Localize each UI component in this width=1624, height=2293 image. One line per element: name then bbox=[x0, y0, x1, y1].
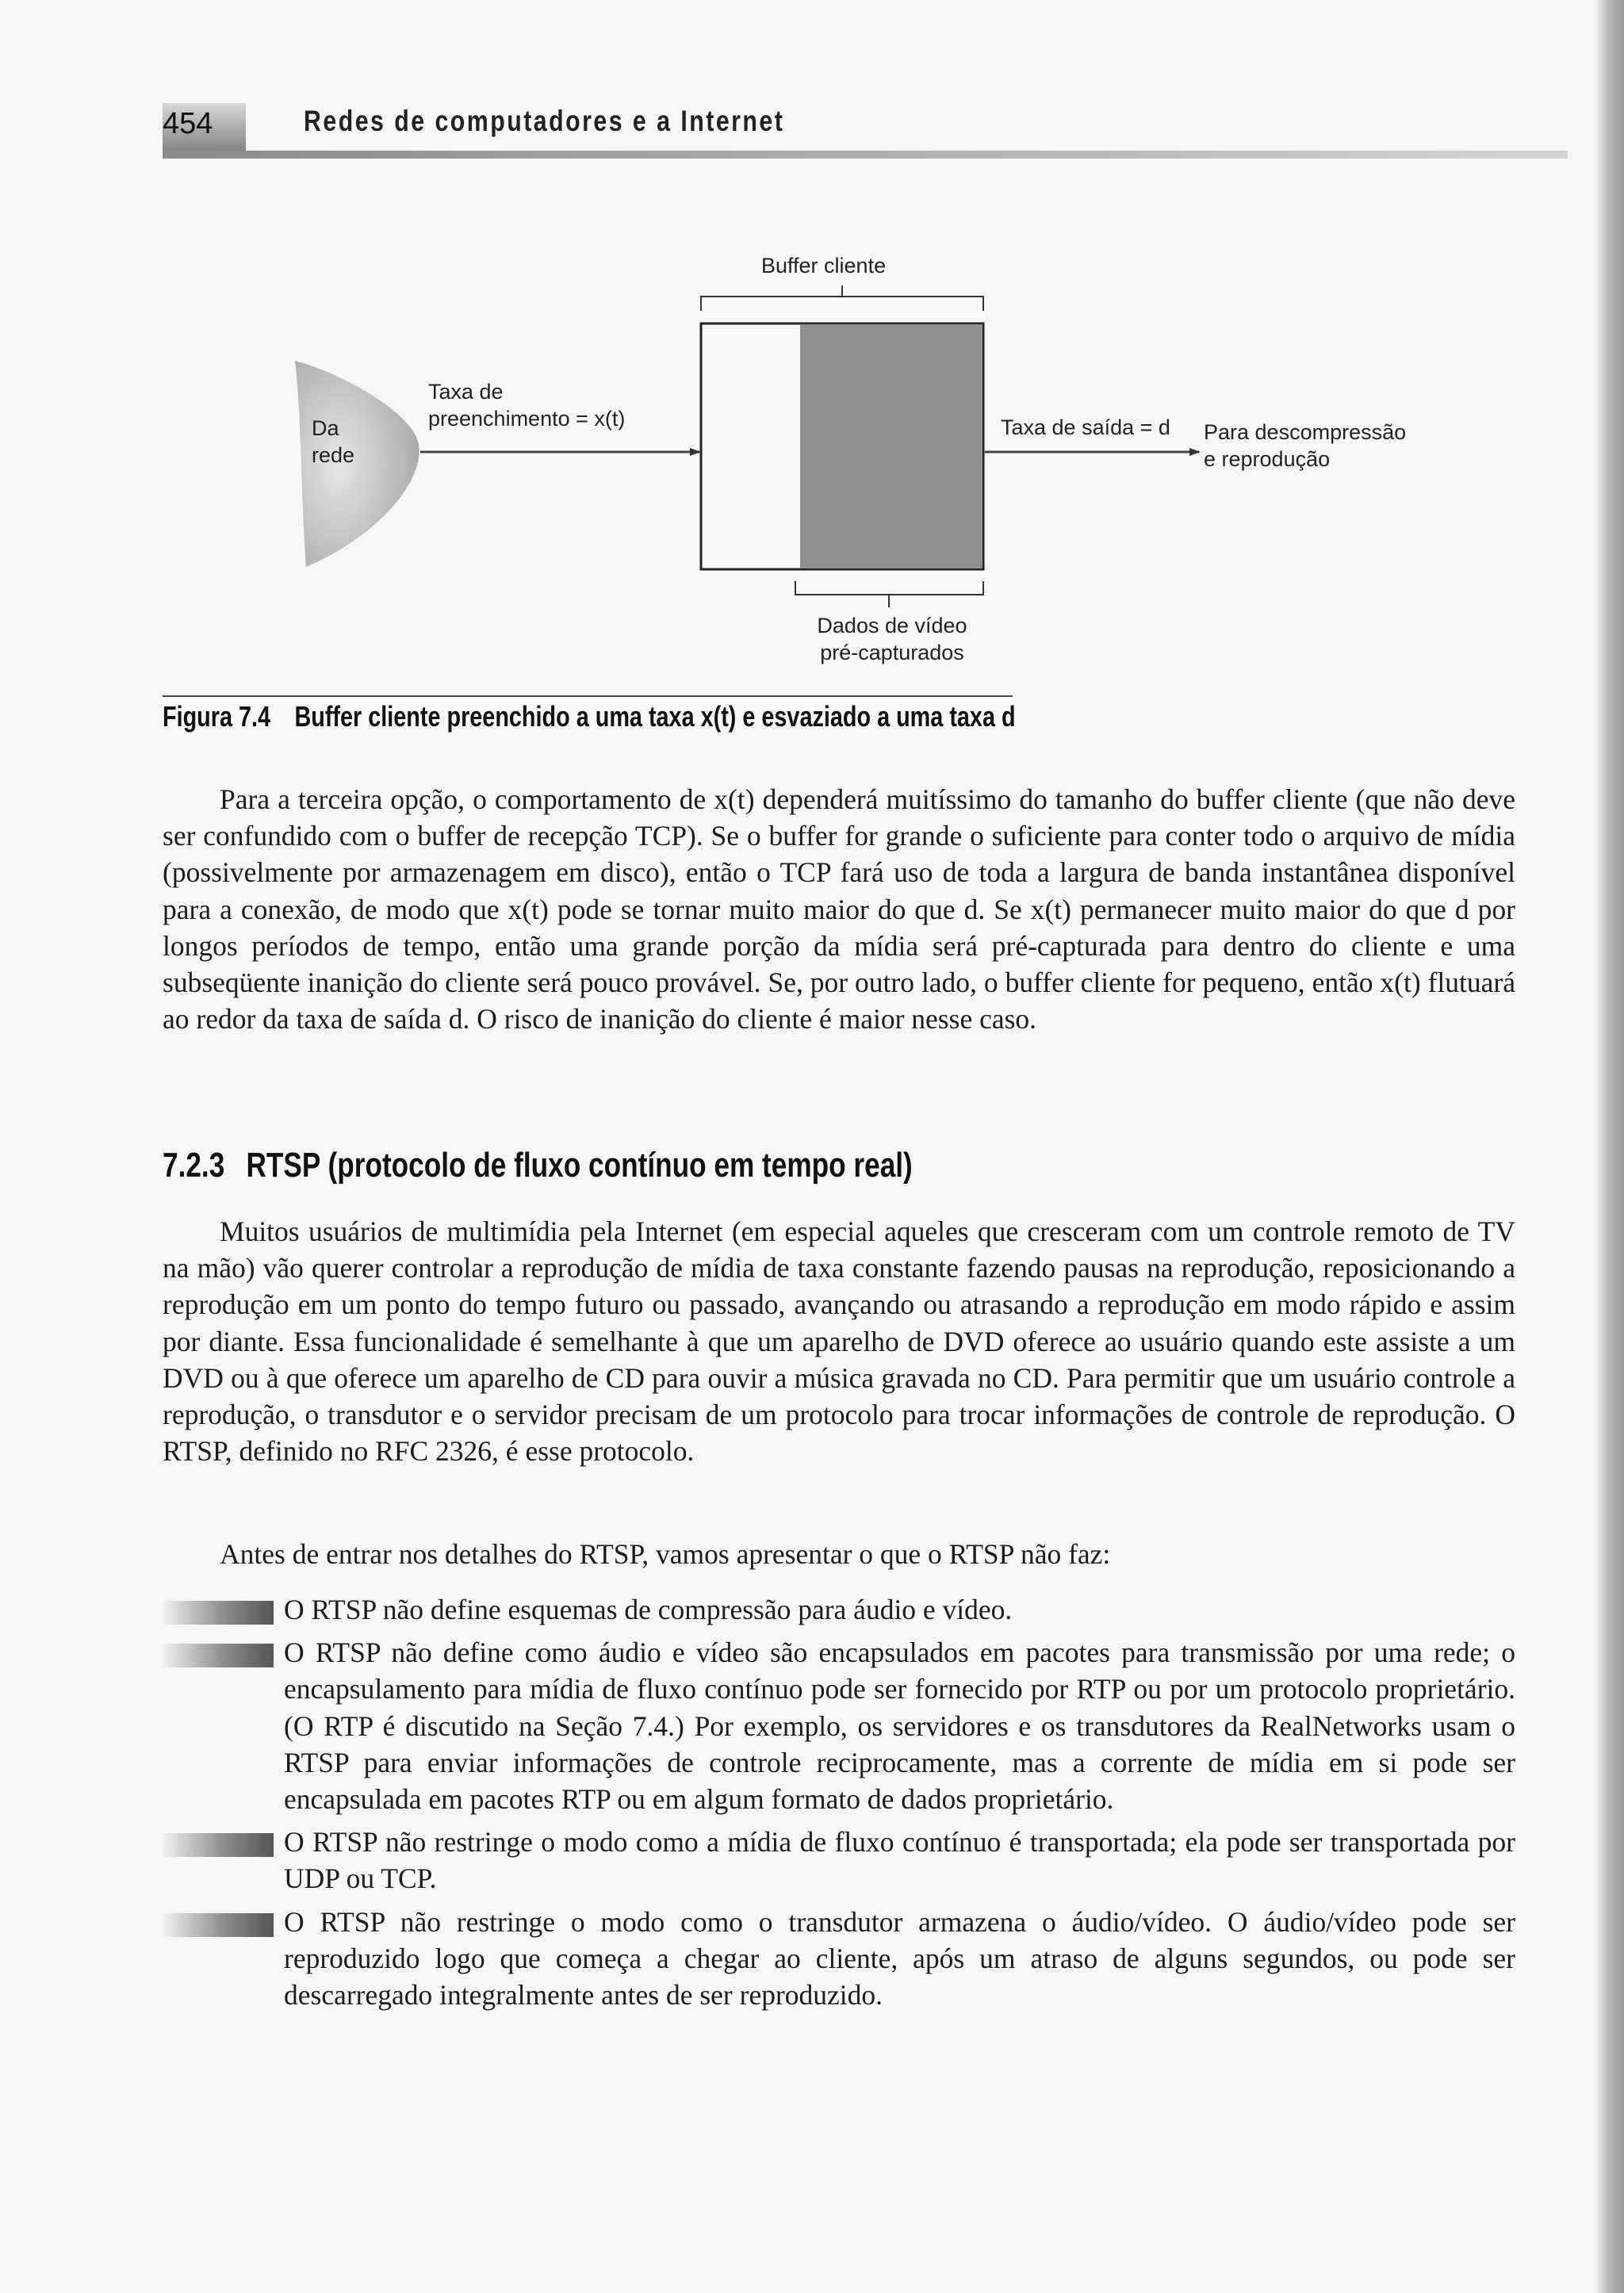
figure-number: Figura 7.4 bbox=[163, 700, 271, 733]
data-bracket-bottom bbox=[795, 581, 983, 607]
label-from-network-line2: rede bbox=[312, 443, 355, 467]
label-prefetched-data-line1: Dados de vídeo bbox=[817, 614, 967, 637]
figure-caption bbox=[163, 700, 1016, 733]
list-item-text: O RTSP não define esquemas de compressão para áudio e vídeo. bbox=[284, 1594, 1013, 1625]
section-title: RTSP (protocolo de fluxo contínuo em tempo real) bbox=[246, 1146, 913, 1185]
paragraph-rtsp-does-not: Antes de entrar nos detalhes do RTSP, vamos apresentar o que o RTSP não faz: bbox=[220, 1538, 1111, 1570]
page-number: 454 bbox=[163, 107, 213, 140]
section-number: 7.2.3 bbox=[163, 1146, 225, 1185]
label-output-rate: Taxa de saída = d bbox=[1001, 415, 1170, 439]
label-prefetched-data-line2: pré-capturados bbox=[820, 641, 964, 664]
figure-caption-text: Buffer cliente preenchido a uma taxa x(t) e esvaziado a uma taxa d bbox=[294, 700, 1016, 733]
label-fill-rate-line1: Taxa de bbox=[428, 380, 504, 404]
list-item bbox=[163, 1904, 1515, 2014]
figure-caption-rule bbox=[163, 695, 1013, 697]
label-fill-rate bbox=[428, 378, 625, 432]
label-from-network bbox=[312, 415, 354, 469]
label-prefetched-data bbox=[805, 612, 979, 666]
running-title: Redes de computadores e a Internet bbox=[304, 105, 785, 137]
section-heading bbox=[163, 1146, 913, 1185]
list-item-text: O RTSP não define como áudio e vídeo são encapsulados em pacotes para transmissão por uma rede; o encapsulamento para mídia de fluxo contínuo pode ser fornecido por RTP ou por um protocolo proprietário. (O RTP é discutido na Seção 7.4.) Por exemplo, os servidores e os transdutores da RealNetworks usam o RTSP para enviar informações de controle reciprocamente, mas a corrente de mídia em si pode ser encapsulada em pacotes RTP ou em algum formato de dados proprietário. bbox=[284, 1636, 1515, 1816]
buffer-prefetched-fill bbox=[800, 324, 982, 568]
label-destination-line2: e reprodução bbox=[1204, 447, 1331, 471]
buffer-bracket-top bbox=[701, 285, 983, 311]
label-fill-rate-line2: preenchimento = x(t) bbox=[428, 407, 626, 431]
list-item bbox=[163, 1824, 1515, 1897]
paragraph-rtsp-intro: Muitos usuários de multimídia pela Internet (em especial aqueles que cresceram com um controle remoto de TV na mão) vão querer controlar a reprodução de mídia de taxa constante fazendo pausas na reprodução, reposicionando a reprodução em um ponto do tempo futuro ou passado, avançando ou atrasando a reprodução em modo rápido e assim por diante. Essa funcionalidade é semelhante à que um aparelho de DVD oferece ao usuário quando este assiste a um DVD ou à que oferece um aparelho de CD para ouvir a música gravada no CD. Para permitir que um usuário controle a reprodução, o transdutor e o servidor precisam de um protocolo para trocar informações de controle de reprodução. O RTSP, definido no RFC 2326, é esse protocolo. bbox=[163, 1215, 1515, 1468]
label-from-network-line1: Da bbox=[312, 416, 339, 440]
list-item bbox=[163, 1591, 1515, 1628]
bullet-marker bbox=[163, 1644, 274, 1667]
bullet-marker bbox=[163, 1601, 274, 1625]
list-item-text: O RTSP não restringe o modo como a mídia de fluxo contínuo é transportada; ela pode ser transportada por UDP ou TCP. bbox=[284, 1826, 1515, 1895]
figure-client-buffer bbox=[0, 0, 1624, 753]
label-client-buffer: Buffer cliente bbox=[761, 254, 887, 278]
bullet-marker bbox=[163, 1833, 274, 1857]
paragraph-buffer-size: Para a terceira opção, o comportamento de x(t) dependerá muitíssimo do tamanho do buffer cliente (que não deve ser confundido com o buffer de recepção TCP). Se o buffer for grande o suficiente para conter todo o arquivo de mídia (possivelmente por armazenagem em disco), então o TCP fará uso de toda a largura de banda instantânea disponível para a conexão, de modo que x(t) pode se tornar muito maior do que d. Se x(t) permanecer muito maior do que d por longos períodos de tempo, então uma grande porção da mídia será pré-capturada para dentro do cliente e uma subseqüente inanição do cliente será pouco provável. Se, por outro lado, o buffer cliente for pequeno, então x(t) flutuará ao redor da taxa de saída d. O risco de inanição do cliente é maior nesse caso. bbox=[163, 783, 1515, 1035]
list-item-text: O RTSP não restringe o modo como o transdutor armazena o áudio/vídeo. O áudio/vídeo pode ser reproduzido logo que começa a chegar ao cliente, após um atraso de alguns segundos, ou pode ser descarregado integralmente antes de ser reproduzido. bbox=[284, 1905, 1515, 2012]
bullet-marker bbox=[163, 1913, 274, 1937]
label-destination-line1: Para descompressão bbox=[1204, 420, 1407, 444]
list-item bbox=[163, 1634, 1515, 1817]
label-destination bbox=[1204, 419, 1406, 473]
rtsp-limitations-list bbox=[163, 1591, 1515, 2019]
